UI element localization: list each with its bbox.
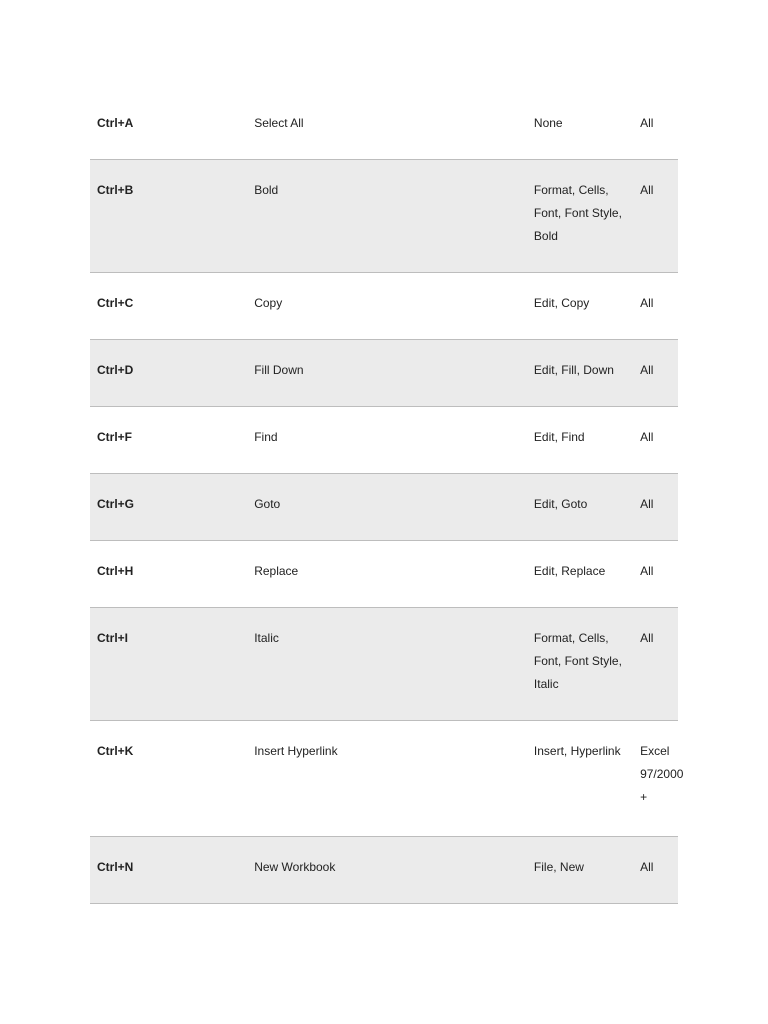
table-row [90, 407, 678, 474]
shortcut-description: Bold [247, 160, 527, 273]
shortcut-key: Ctrl+D [90, 340, 247, 407]
shortcut-menu-path: None [527, 93, 633, 160]
shortcut-description: Italic [247, 608, 527, 721]
shortcut-version: All [633, 541, 678, 608]
table-row [90, 541, 678, 608]
shortcut-key: Ctrl+C [90, 273, 247, 340]
table-row [90, 474, 678, 541]
shortcut-key: Ctrl+G [90, 474, 247, 541]
shortcut-menu-path: Edit, Find [527, 407, 633, 474]
shortcut-version: All [633, 407, 678, 474]
shortcut-menu-path: Edit, Replace [527, 541, 633, 608]
shortcut-menu-path: File, New [527, 837, 633, 904]
shortcut-version: All [633, 340, 678, 407]
shortcut-version: All [633, 608, 678, 721]
shortcut-version: All [633, 160, 678, 273]
shortcut-menu-path: Format, Cells, Font, Font Style, Italic [527, 608, 633, 721]
table-row [90, 273, 678, 340]
shortcut-table [90, 93, 684, 904]
shortcut-version: All [633, 837, 678, 904]
shortcut-version: All [633, 93, 678, 160]
table-row [90, 160, 678, 273]
shortcut-key: Ctrl+K [90, 721, 247, 837]
shortcut-description: Copy [247, 273, 527, 340]
shortcut-menu-path: Edit, Fill, Down [527, 340, 633, 407]
shortcut-version: All [633, 273, 678, 340]
shortcut-key: Ctrl+H [90, 541, 247, 608]
shortcut-key: Ctrl+I [90, 608, 247, 721]
shortcut-menu-path: Insert, Hyperlink [527, 721, 633, 837]
shortcut-key: Ctrl+N [90, 837, 247, 904]
shortcut-key: Ctrl+F [90, 407, 247, 474]
table-row [90, 721, 678, 837]
table-row [90, 608, 678, 721]
table-row [90, 93, 678, 160]
shortcut-description: New Workbook [247, 837, 527, 904]
shortcut-version: Excel 97/2000 + [633, 721, 678, 837]
shortcut-menu-path: Edit, Goto [527, 474, 633, 541]
shortcut-menu-path: Format, Cells, Font, Font Style, Bold [527, 160, 633, 273]
shortcut-description: Fill Down [247, 340, 527, 407]
shortcut-description: Goto [247, 474, 527, 541]
shortcut-version: All [633, 474, 678, 541]
shortcut-table-body [90, 93, 684, 904]
shortcut-key: Ctrl+A [90, 93, 247, 160]
table-row [90, 340, 678, 407]
shortcut-description: Select All [247, 93, 527, 160]
shortcut-description: Find [247, 407, 527, 474]
shortcut-key: Ctrl+B [90, 160, 247, 273]
shortcut-menu-path: Edit, Copy [527, 273, 633, 340]
shortcut-description: Replace [247, 541, 527, 608]
shortcut-description: Insert Hyperlink [247, 721, 527, 837]
table-row [90, 837, 678, 904]
